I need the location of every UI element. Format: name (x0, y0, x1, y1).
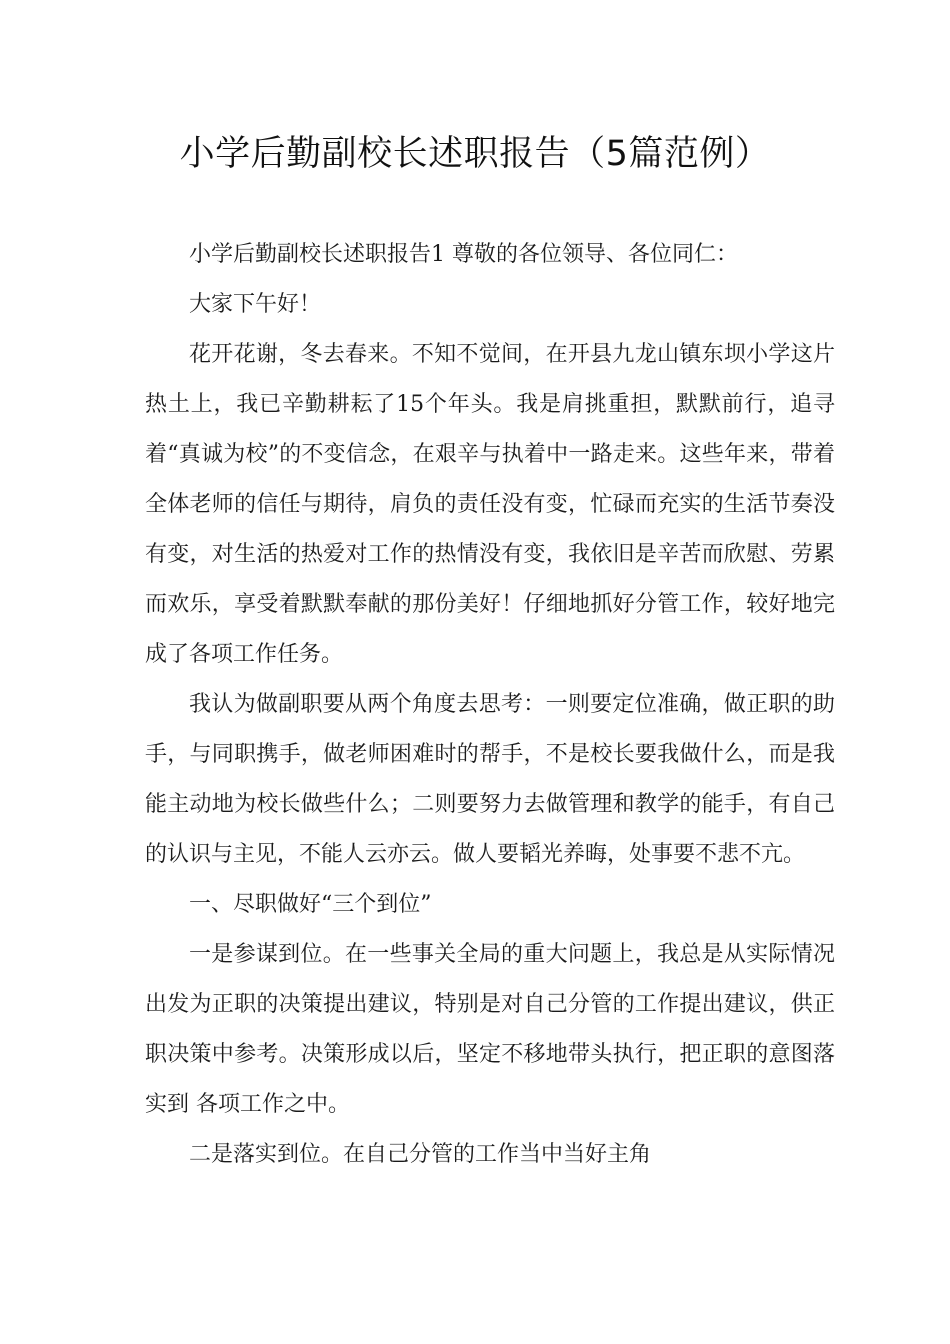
paragraph-greeting-line: 小学后勤副校长述职报告1 尊敬的各位领导、各位同仁： (189, 242, 738, 267)
document-body (145, 230, 835, 1180)
paragraph-advisor-in-place: 一是参谋到位。在一些事关全局的重大问题上，我总是从实际情况出发为正职的决策提出建议，特别是对自己分管的工作提出建议，供正职决策中参考。决策形成以后，坚定不移地带头执行，把正职的意图落实到 各项工作之中。 (145, 942, 835, 1117)
paragraph-role-thoughts: 我认为做副职要从两个角度去思考：一则要定位准确，做正职的助手，与同职携手，做老师困难时的帮手，不是校长要我做什么，而是我能主动地为校长做些什么；二则要努力去做管理和教学的能手，有自己的认识与主见，不能人云亦云。做人要韬光养晦，处事要不悲不亢。 (145, 692, 835, 867)
paragraph-salutation: 大家下午好！ (189, 292, 322, 317)
document-title: 小学后勤副校长述职报告（5篇范例） (179, 134, 771, 174)
section-heading-three-in-place: 一、尽职做好“三个到位” (189, 892, 432, 917)
paragraph-introduction: 花开花谢，冬去春来。不知不觉间，在开县九龙山镇东坝小学这片热土上，我已辛勤耕耘了15个年头。我是肩挑重担，默默前行，追寻着“真诚为校”的不变信念，在艰辛与执着中一路走来。这些年来，带着全体老师的信任与期待，肩负的责任没有变，忙碌而充实的生活节奏没有变，对生活的热爱对工作的热情没有变，我依旧是辛苦而欣慰、劳累而欢乐，享受着默默奉献的那份美好！仔细地抓好分管工作，较好地完成了各项工作任务。 (145, 342, 835, 667)
paragraph-implementation-in-place: 二是落实到位。在自己分管的工作当中当好主角 (189, 1142, 652, 1167)
